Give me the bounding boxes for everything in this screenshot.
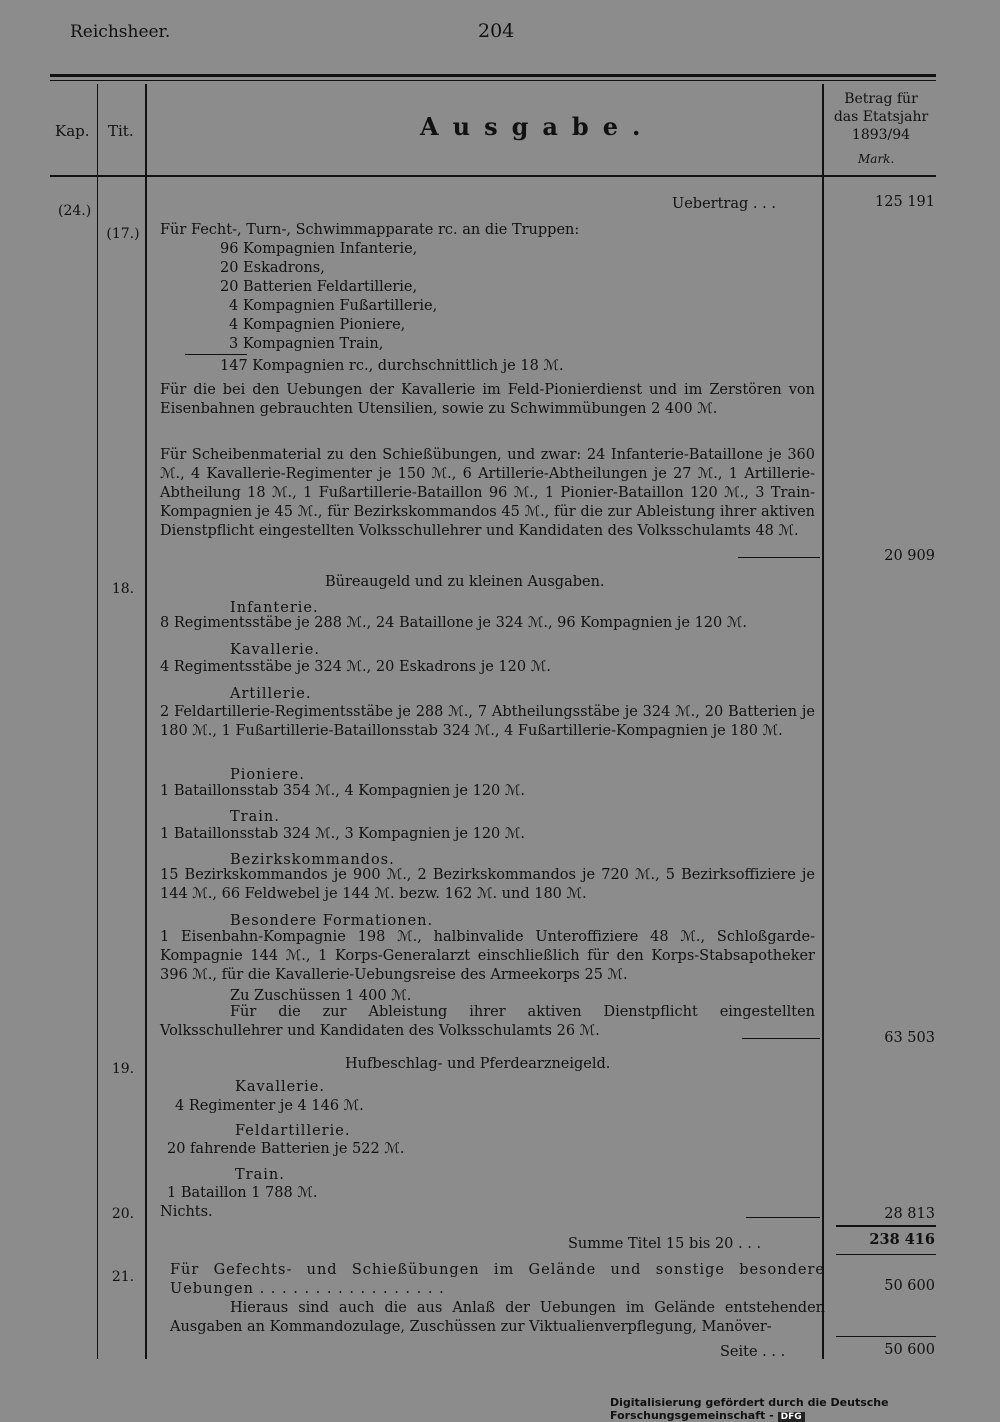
section-title: Büreaugeld und zu kleinen Ausgaben. bbox=[325, 574, 605, 590]
amount-rule bbox=[746, 1217, 820, 1218]
tit-amount: 28 813 bbox=[884, 1206, 935, 1222]
amount-rule bbox=[836, 1336, 936, 1337]
col-tit-heading: Tit. bbox=[108, 122, 134, 140]
sum-amount: 238 416 bbox=[869, 1231, 935, 1248]
list-item: 20 Eskadrons, bbox=[220, 260, 325, 276]
item-text: 8 Regimentsstäbe je 288 ℳ., 24 Bataillone je 324 ℳ., 96 Kompagnien je 120 ℳ. bbox=[160, 615, 747, 631]
currency-unit: Mark. bbox=[858, 152, 895, 166]
carry-over-amount: 125 191 bbox=[875, 194, 935, 210]
item-text: 15 Bezirkskommandos je 900 ℳ., 2 Bezirkskommandos je 720 ℳ., 5 Bezirksoffiziere je 144 ℳ., 66 Feldwebel je 144 ℳ. bezw. 162 ℳ. und 180 ℳ. bbox=[160, 867, 815, 902]
list-item: 96 Kompagnien Infanterie, bbox=[220, 241, 418, 257]
item-paragraph: Für Gefechts- und Schießübungen im Gelände und sonstige besondere Uebungen . . . . . . . . . . . . . . . . . bbox=[170, 1262, 825, 1297]
running-head: Reichsheer. bbox=[70, 22, 171, 42]
tit-number: 19. bbox=[111, 1061, 135, 1077]
amount-heading bbox=[825, 90, 937, 144]
subheading: Artillerie. bbox=[230, 686, 312, 702]
top-rule bbox=[50, 74, 936, 77]
list-item: 3 Kompagnien Train, bbox=[229, 336, 384, 352]
subheading: Besondere Formationen. bbox=[230, 913, 434, 929]
item-text: 20 fahrende Batterien je 522 ℳ. bbox=[167, 1141, 405, 1157]
item-text: 4 Regimenter je 4 146 ℳ. bbox=[175, 1098, 364, 1114]
item-text: 2 Feldartillerie-Regimentsstäbe je 288 ℳ., 7 Abtheilungsstäbe je 324 ℳ., 20 Batterien je 180 ℳ., 1 Fußartillerie-Bataillonsstab 324 ℳ., 4 Fußartillerie-Kompagnien je 180 ℳ. bbox=[160, 704, 815, 739]
item-text: 1 Bataillon 1 788 ℳ. bbox=[167, 1185, 318, 1201]
tit-number: 21. bbox=[111, 1269, 135, 1285]
credit-text: Digitalisierung gefördert durch die Deutsche Forschungsgemeinschaft - bbox=[610, 1396, 889, 1422]
item-text: 1 Bataillonsstab 354 ℳ., 4 Kompagnien je 120 ℳ. bbox=[160, 783, 526, 799]
dfg-logo: DFG bbox=[778, 1412, 805, 1422]
carry-over-label: Uebertrag . . . bbox=[672, 196, 776, 212]
list-item: 20 Batterien Feldartillerie, bbox=[220, 279, 418, 295]
tit-number: (17.) bbox=[106, 226, 140, 242]
item-text: Für Fecht-, Turn-, Schwimmapparate rc. an die Truppen: bbox=[160, 222, 580, 238]
amount-heading-line: das Etatsjahr bbox=[833, 109, 929, 125]
item-text: Nichts. bbox=[160, 1204, 213, 1220]
page-total-label: Seite . . . bbox=[720, 1344, 786, 1360]
tit-amount: 20 909 bbox=[884, 548, 935, 564]
amount-rule bbox=[738, 557, 820, 558]
kap-number: (24.) bbox=[58, 203, 92, 219]
section-title: Hufbeschlag- und Pferdearzneigeld. bbox=[345, 1056, 611, 1072]
col-kap-heading: Kap. bbox=[55, 122, 90, 140]
page-total-amount: 50 600 bbox=[884, 1342, 935, 1358]
amount-rule bbox=[742, 1038, 820, 1039]
item-paragraph: Für die bei den Uebungen der Kavallerie im Feld-Pionierdienst und im Zerstören von Eisenbahnen gebrauchten Utensilien, sowie zu Schwimmübungen 2 400 ℳ. bbox=[160, 382, 815, 417]
item-total: 147 Kompagnien rc., durchschnittlich je 18 ℳ. bbox=[220, 358, 564, 374]
item-paragraph: Hieraus sind auch die aus Anlaß der Uebungen im Gelände entstehenden Ausgaben an Kommandozulage, Zuschüssen zur Viktualienverpflegung, Manöver- bbox=[170, 1300, 825, 1335]
subheading: Feldartillerie. bbox=[235, 1123, 351, 1139]
amount-heading-line: Betrag für bbox=[844, 91, 918, 107]
item-text: Zu Zuschüssen 1 400 ℳ. bbox=[230, 988, 412, 1004]
tit-number: 20. bbox=[111, 1206, 135, 1222]
item-paragraph: Für Scheibenmaterial zu den Schießübungen, und zwar: 24 Infanterie-Bataillone je 360 ℳ., 4 Kavallerie-Regimenter je 150 ℳ., 6 Artillerie-Abtheilungen je 27 ℳ., 1 Artillerie-Abtheilung 18 ℳ., 1 Fußartillerie-Bataillon 96 ℳ., 1 Pionier-Bataillon 120 ℳ., 3 Train-Kompagnien je 45 ℳ., für Bezirkskommandos 45 ℳ., für die zur Ableistung ihrer aktiven Dienstpflicht eingestellten Volksschullehrer und Kandidaten des Volksschulamts 48 ℳ. bbox=[160, 447, 815, 539]
page-title: Ausgabe. bbox=[420, 112, 655, 141]
item-text: 1 Bataillonsstab 324 ℳ., 3 Kompagnien je 120 ℳ. bbox=[160, 826, 526, 842]
list-item: 4 Kompagnien Fußartillerie, bbox=[229, 298, 438, 314]
subheading: Pioniere. bbox=[230, 767, 305, 783]
col-rule-tit bbox=[145, 84, 147, 1359]
sum-rule bbox=[836, 1225, 936, 1227]
subheading: Train. bbox=[230, 809, 280, 825]
page-number: 204 bbox=[478, 20, 515, 42]
tit-amount: 50 600 bbox=[884, 1278, 935, 1294]
tit-number: 18. bbox=[111, 581, 135, 597]
tit-amount: 63 503 bbox=[884, 1030, 935, 1046]
subheading: Kavallerie. bbox=[235, 1079, 325, 1095]
digitization-credit bbox=[610, 1396, 1000, 1422]
header-rule bbox=[50, 175, 936, 177]
top-rule-thin bbox=[50, 80, 936, 81]
subheading: Bezirkskommandos. bbox=[230, 852, 395, 868]
col-rule-kap bbox=[97, 84, 98, 1359]
col-rule-amount bbox=[822, 84, 824, 1359]
list-item: 4 Kompagnien Pioniere, bbox=[229, 317, 406, 333]
sum-rule bbox=[185, 354, 247, 355]
item-text: 4 Regimentsstäbe je 324 ℳ., 20 Eskadrons je 120 ℳ. bbox=[160, 659, 551, 675]
sum-label: Summe Titel 15 bis 20 . . . bbox=[568, 1236, 762, 1252]
subheading: Infanterie. bbox=[230, 600, 319, 616]
amount-heading-line: 1893/94 bbox=[851, 127, 911, 143]
subheading: Kavallerie. bbox=[230, 642, 320, 658]
sum-rule-bottom bbox=[836, 1254, 936, 1255]
subheading: Train. bbox=[235, 1167, 285, 1183]
item-text: 1 Eisenbahn-Kompagnie 198 ℳ., halbinvalide Unteroffiziere 48 ℳ., Schloßgarde-Kompagnie 144 ℳ., 1 Korps-Generalarzt einschließlich für den Korps-Stabsapotheker 396 ℳ., für die Kavallerie-Uebungsreise des Armeekorps 25 ℳ. bbox=[160, 929, 815, 983]
item-text: Für die zur Ableistung ihrer aktiven Dienstpflicht eingestellten Volksschullehrer und Kandidaten des Volksschulamts 26 ℳ. bbox=[160, 1004, 815, 1039]
